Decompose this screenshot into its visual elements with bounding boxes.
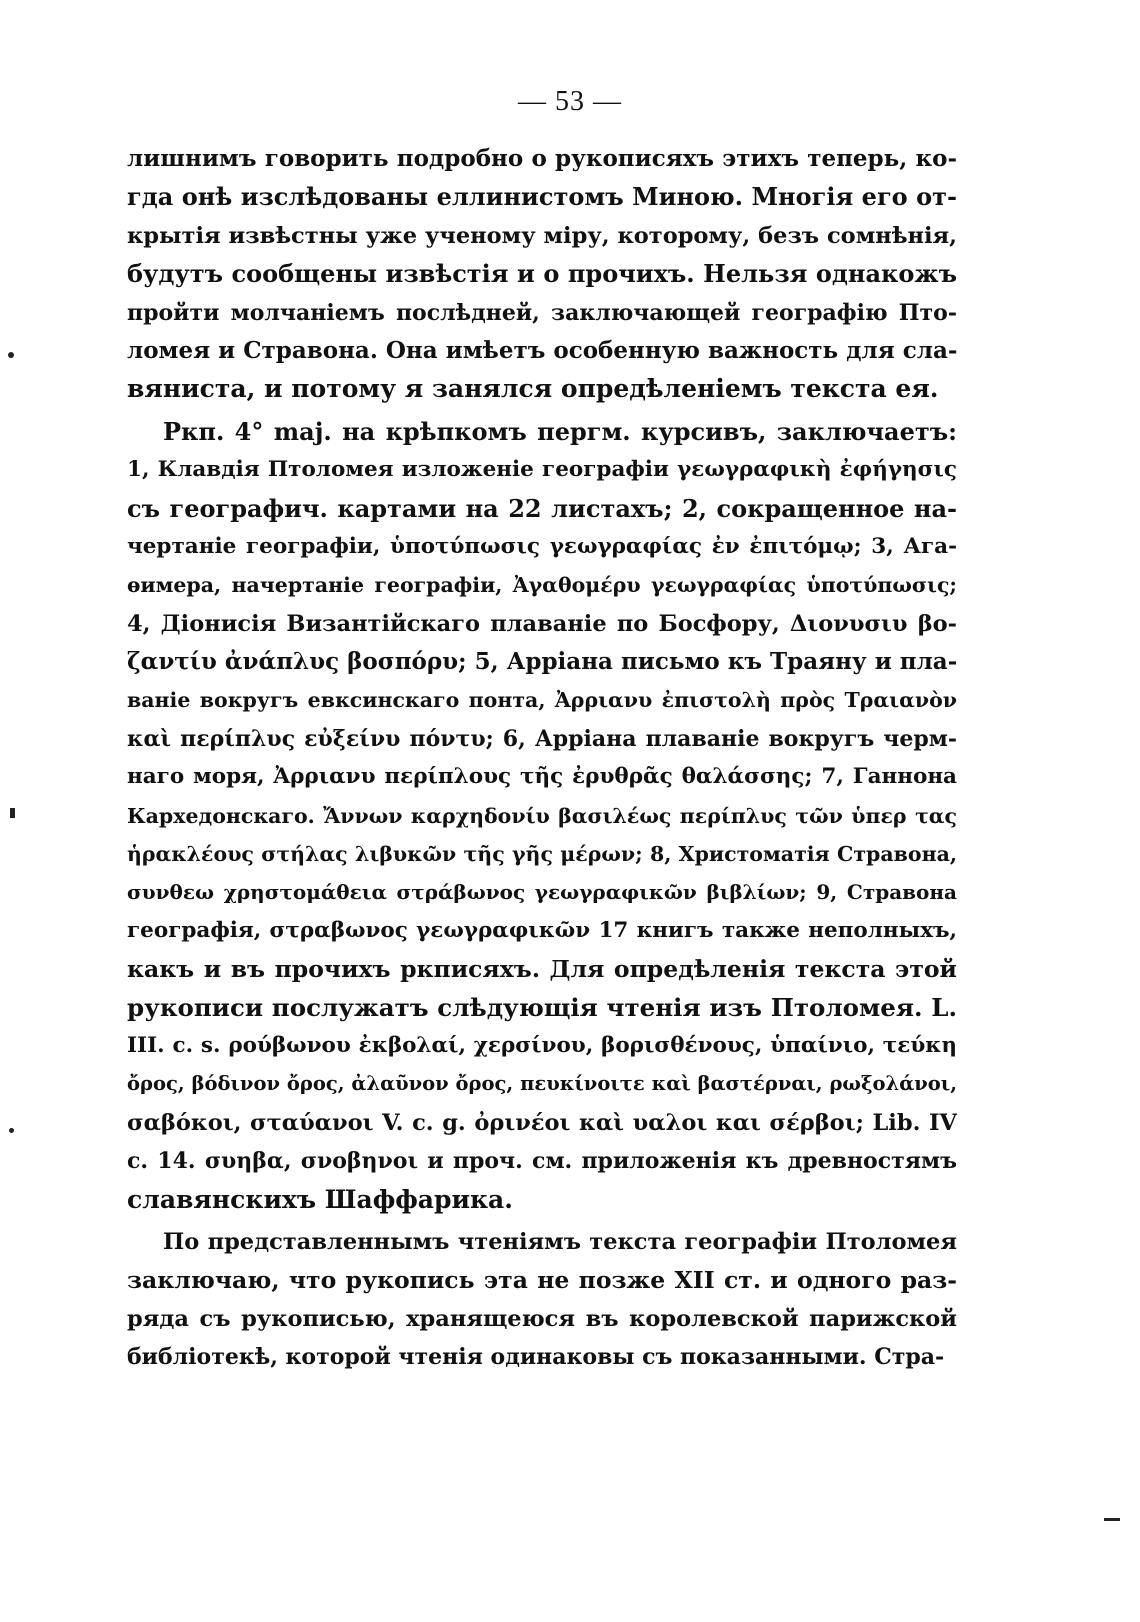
text-line: вяниста, и потому я занялся опредѣленіемъ текста ея.	[127, 374, 939, 404]
text-line: крытія извѣстны уже ученому міру, которому, безъ сомнѣнія,	[127, 222, 957, 249]
text-line: рукописи послужатъ слѣдующія чтенія изъ Птоломея. L.	[127, 992, 957, 1022]
text-line: Ркп. 4° maj. на крѣпкомъ пергм. курсивъ, заключаетъ:	[163, 416, 957, 446]
text-line: ломея и Стравона. Она имѣетъ особенную важность для сла-	[127, 336, 957, 364]
text-line: 4, Діонисія Византійскаго плаваніе по Босфору, Διονυσιυ βο-	[127, 610, 957, 637]
text-line: ζαντίυ ἀνάπλυς βοσπόρυ; 5, Арріана письмо къ Траяну и пла-	[127, 648, 957, 676]
page-number: — 53 —	[518, 86, 622, 117]
text-line: заключаю, что рукопись эта не позже XII ст. и одного раз-	[127, 1266, 957, 1295]
text-line: географія, στραβωνος γεωγραφικῶν 17 книгъ также неполныхъ,	[127, 917, 957, 943]
margin-mark	[10, 808, 15, 818]
text-line: съ географич. картами на 22 листахъ; 2, сокращенное на-	[127, 493, 957, 523]
paragraph	[127, 1223, 957, 1377]
text-line: какъ и въ прочихъ ркписяхъ. Для опредѣленія текста этой	[127, 955, 957, 984]
body-text	[127, 140, 957, 1377]
text-line: σαβόκοι, σταύανοι V. c. g. ὀρινέοι καὶ υαλοι και σέρβοι; Lib. IV	[127, 1109, 957, 1136]
text-line: славянскихъ Шаффарика.	[127, 1184, 513, 1214]
text-line: ὄρος, βόδινον ὄρος, ἀλαῦνον ὄρος, πευκίνοιτε καὶ βαστέρναι, ρωξολάνοι,	[127, 1072, 957, 1096]
text-line: III. c. s. ρούβωνου ἐκβολαί, χερσίνου, βορισθένους, ὑπαίνιο, τεύκη	[127, 1032, 957, 1058]
text-line: ваніе вокругъ евксинскаго понта, Ἀρριανυ ἐπιστολὴ πρὸς Τραιανὸν	[127, 688, 957, 713]
text-line: καὶ περίπλυς εὐξείνυ πόντυ; 6, Арріана плаваніе вокругъ черм-	[127, 725, 957, 752]
text-line: лишнимъ говорить подробно о рукописяхъ этихъ теперь, ко-	[127, 145, 957, 172]
text-line: наго моря, Ἀρριανυ περίπλους τῆς ἐρυθρᾶς θαλάσσης; 7, Ганнона	[127, 764, 957, 790]
text-line: ѳимера, начертаніе географіи, Ἀγαθομέρυ γεωγραφίας ὑποτύπωσις;	[127, 573, 957, 598]
text-line: c. 14. συηβα, σνοβηνοι и проч. см. приложенія къ древностямъ	[127, 1148, 957, 1175]
paragraph	[127, 413, 957, 1219]
text-line: чертаніе географіи, ὑποτύπωσις γεωγραφίας ἐν ἐπιτόμῳ; 3, Ага-	[127, 533, 957, 559]
text-line: пройти молчаніемъ послѣдней, заключающей географію Пто-	[127, 299, 957, 326]
margin-mark	[9, 1128, 14, 1133]
text-line: συνθεω χρηστομάθεια στράβωνος γεωγραφικῶν βιβλίων; 9, Стравона	[127, 880, 957, 905]
text-line: 1, Клавдія Птоломея изложеніе географіи γεωγραφικὴ ἐφήγησις	[127, 457, 957, 483]
text-line: Кархедонскаго. Ἄννων καρχηδονίυ βασιλέως περίπλυς τῶν ὑπερ τας	[127, 803, 957, 828]
text-line: ἡρακλέους στήλας λιβυκῶν τῆς γῆς μέρων; 8, Христоматія Стравона,	[127, 842, 957, 867]
text-line: гда онѣ изслѣдованы еллинистомъ Миною. Многія его от-	[127, 182, 957, 212]
margin-mark	[1104, 1518, 1120, 1521]
text-line: библіотекѣ, которой чтенія одинаковы съ показанными. Стра-	[127, 1344, 945, 1371]
margin-mark	[8, 352, 14, 358]
text-line: будутъ сообщены извѣстія и о прочихъ. Нельзя однакожъ	[127, 259, 957, 289]
paragraph	[127, 140, 957, 409]
text-line: ряда съ рукописью, хранящеюся въ королевской парижской	[127, 1305, 957, 1332]
text-line: По представленнымъ чтеніямъ текста географіи Птоломея	[163, 1228, 957, 1255]
